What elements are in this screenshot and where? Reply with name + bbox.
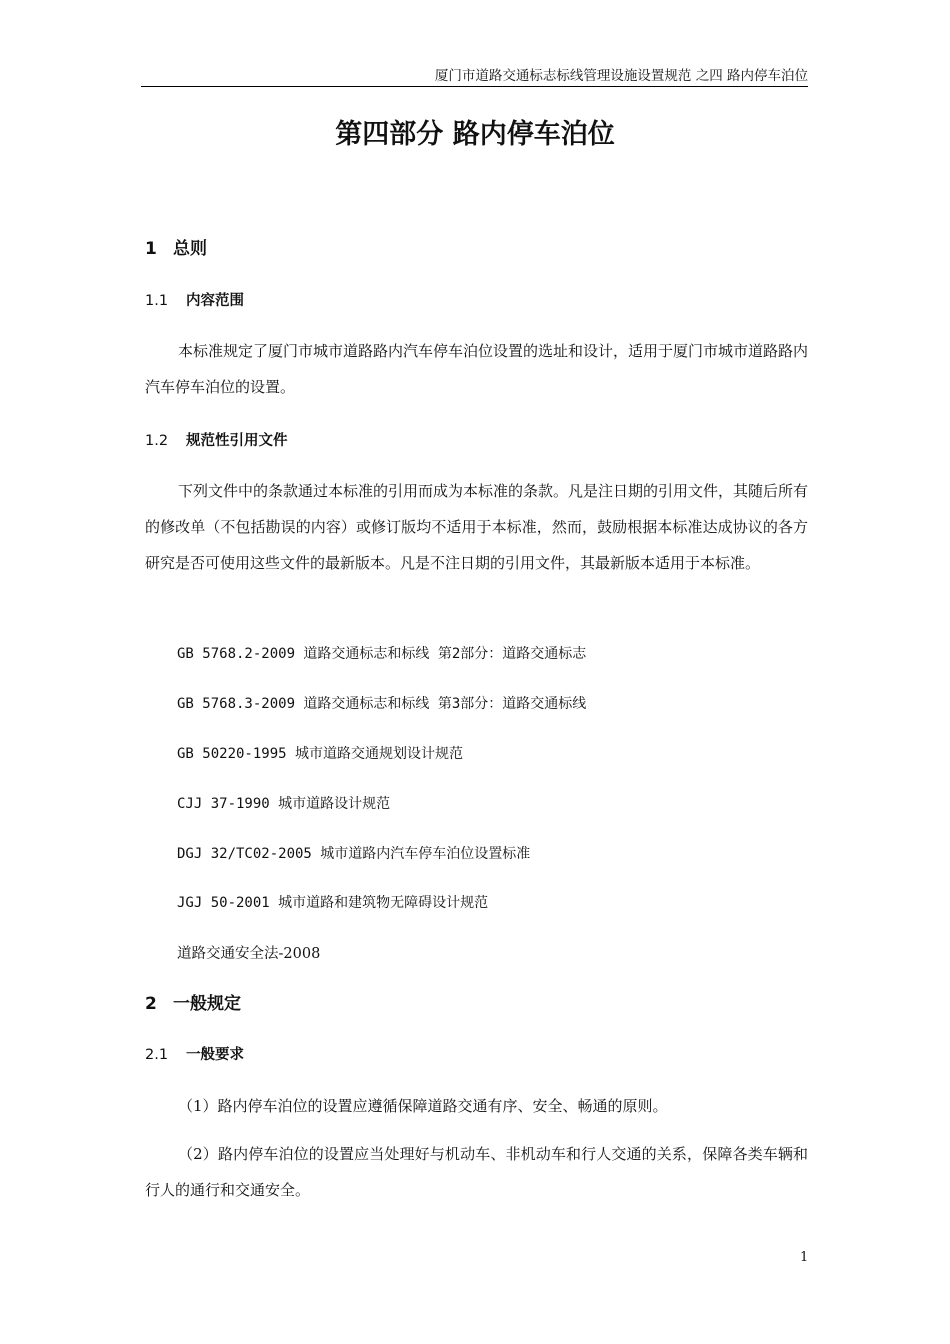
section-number: 1: [145, 239, 157, 259]
reference-item: JGJ 50-2001 城市道路和建筑物无障碍设计规范: [177, 895, 489, 911]
running-header: 厦门市道路交通标志标线管理设施设置规范 之四 路内停车泊位: [141, 66, 808, 87]
subsection-heading-2-1: [145, 1043, 244, 1064]
subsection-label: 内容范围: [186, 293, 244, 309]
reference-item: 道路交通安全法-2008: [177, 946, 321, 962]
subsection-number: 1.2: [145, 433, 169, 449]
subsection-label: 一般要求: [186, 1047, 244, 1063]
page-number: 1: [800, 1250, 809, 1265]
paragraph-references: 下列文件中的条款通过本标准的引用而成为本标准的条款。凡是注日期的引用文件，其随后所有的修改单（不包括勘误的内容）或修订版均不适用于本标准，然而，鼓励根据本标准达成协议的各方研究是否可使用这些文件的最新版本。凡是不注日期的引用文件，其最新版本适用于本标准。: [145, 482, 809, 572]
reference-item: DGJ 32/TC02-2005 城市道路内汽车停车泊位设置标准: [177, 846, 531, 862]
reference-item: GB 50220-1995 城市道路交通规划设计规范: [177, 746, 464, 762]
reference-item: CJJ 37-1990 城市道路设计规范: [177, 796, 391, 812]
subsection-heading-1-1: [145, 289, 244, 310]
section-number: 2: [145, 994, 157, 1014]
section-heading-1: [145, 234, 207, 259]
subsection-label: 规范性引用文件: [186, 433, 288, 449]
paragraph-scope: 本标准规定了厦门市城市道路路内汽车停车泊位设置的选址和设计，适用于厦门市城市道路路内汽车停车泊位的设置。: [145, 342, 809, 396]
section-label: 总则: [173, 239, 207, 259]
page-title: 第四部分 路内停车泊位: [335, 119, 615, 150]
subsection-number: 2.1: [145, 1047, 169, 1063]
paragraph-rule-2: （2）路内停车泊位的设置应当处理好与机动车、非机动车和行人交通的关系，保障各类车辆和行人的通行和交通安全。: [145, 1145, 808, 1199]
reference-item: GB 5768.3-2009 道路交通标志和标线 第3部分：道路交通标线: [177, 696, 587, 712]
section-label: 一般规定: [173, 994, 241, 1014]
section-heading-2: [145, 989, 241, 1014]
subsection-heading-1-2: [145, 429, 288, 450]
reference-item: GB 5768.2-2009 道路交通标志和标线 第2部分：道路交通标志: [177, 646, 587, 662]
subsection-number: 1.1: [145, 293, 169, 309]
paragraph-rule-1: （1）路内停车泊位的设置应遵循保障道路交通有序、安全、畅通的原则。: [178, 1097, 668, 1115]
